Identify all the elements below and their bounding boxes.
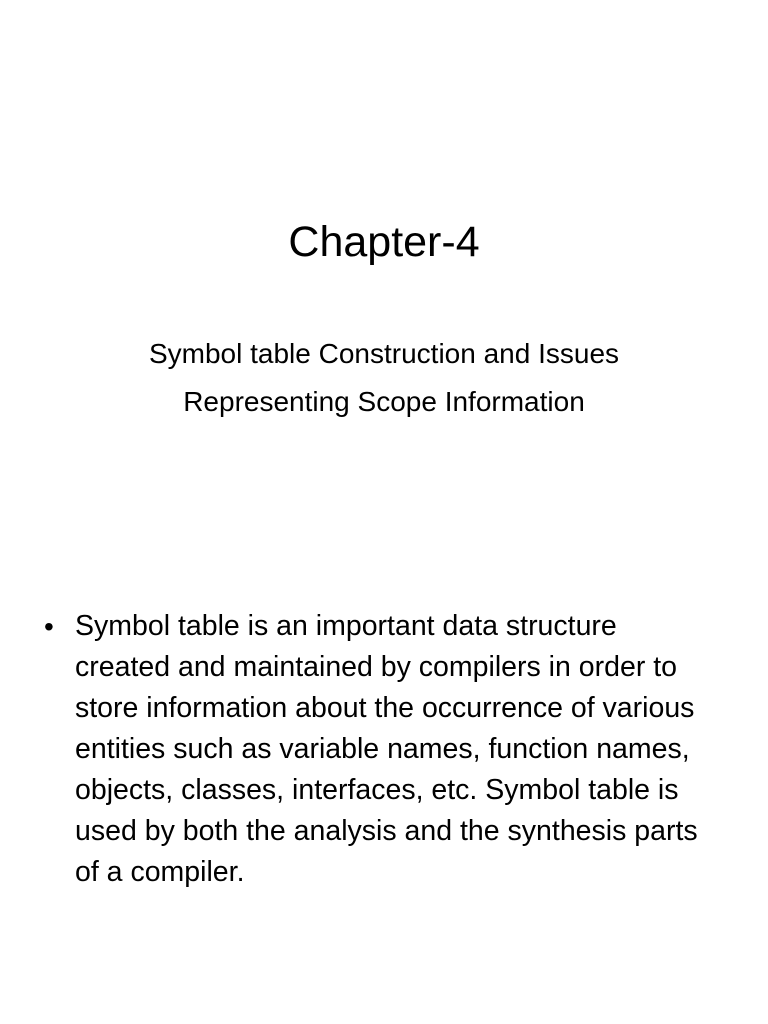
slide-subtitle	[0, 330, 768, 426]
bullet-item	[44, 606, 724, 893]
subtitle-line: Representing Scope Information	[183, 386, 585, 417]
bullet-icon: •	[44, 611, 54, 642]
subtitle-line: Symbol table Construction and Issues	[148, 338, 620, 369]
bullet-text: Symbol table is an important data structure created and maintained by compilers in order to store information about the occurrence of various entities such as variable names, function names, objects, classes, interfaces, etc. Symbol table is used by both the analysis and the synthesis parts of a compiler.	[75, 610, 698, 888]
slide-title: Chapter-4	[288, 218, 480, 266]
content-slide	[0, 512, 768, 1024]
